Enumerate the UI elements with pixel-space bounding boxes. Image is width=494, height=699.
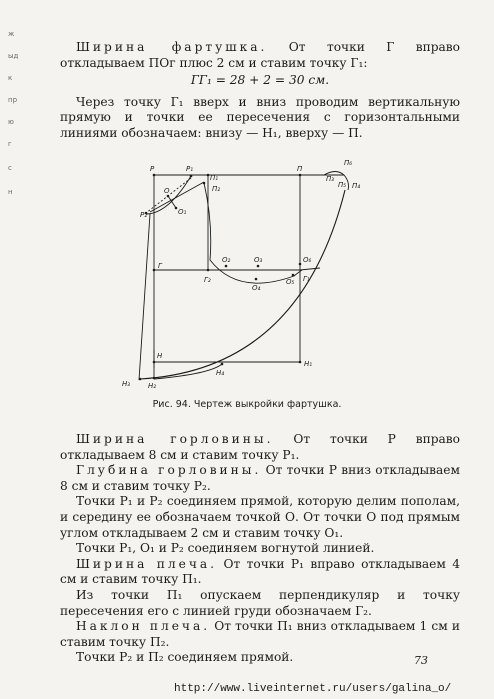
label-o3: О₃ bbox=[254, 256, 263, 264]
lower-text bbox=[60, 432, 460, 666]
paragraph-lead: Ширина горловины. bbox=[76, 432, 274, 446]
margin-mark: пр bbox=[8, 96, 18, 104]
label-p6: П₆ bbox=[344, 159, 353, 167]
label-n1: Н₁ bbox=[304, 360, 313, 368]
point-marker bbox=[153, 269, 156, 272]
paragraph-vertical-line: Через точку Г₁ вверх и вниз проводим вертикальную прямую и точки ее пересечения с горизонтальными линиями обозначаем: внизу — Н₁, вверху — П. bbox=[60, 94, 460, 140]
label-g2: Г₂ bbox=[204, 276, 211, 284]
label-p-mid: П bbox=[297, 165, 303, 173]
footer-url: http://www.liveinternet.ru/users/galina_o/ bbox=[174, 683, 452, 695]
point-marker bbox=[225, 265, 228, 268]
point-marker bbox=[221, 363, 224, 366]
point-marker bbox=[175, 207, 178, 210]
margin-mark: ю bbox=[8, 118, 14, 126]
margin-mark: н bbox=[8, 188, 13, 196]
paragraph-neck-width bbox=[60, 432, 460, 463]
right-small-line bbox=[300, 268, 320, 270]
paragraph-neck-line: Точки Р₁ и Р₂ соединяем прямой, которую делим пополам, и середину ее обозначаем точкой О. От точки О под прямым углом откладываем 2 см и ставим точку О₁. bbox=[60, 494, 460, 540]
label-o: О bbox=[164, 187, 170, 195]
paragraph-concave-line: Точки Р₁, О₁ и Р₂ соединяем вогнутой линией. bbox=[76, 541, 375, 556]
label-n: Н bbox=[157, 352, 163, 360]
armhole-curve bbox=[204, 183, 302, 283]
label-p1: П₁ bbox=[210, 174, 219, 182]
margin-mark: ыд bbox=[8, 52, 19, 60]
paragraph-lead: Наклон плеча. bbox=[76, 619, 211, 634]
outer-curve bbox=[140, 190, 345, 379]
label-r1: Р₁ bbox=[186, 165, 194, 173]
formula: ГГ₁ = 28 + 2 = 30 см. bbox=[190, 73, 330, 88]
label-o6: О₆ bbox=[303, 256, 312, 264]
label-n3: Н₃ bbox=[122, 380, 131, 388]
label-o1: О₁ bbox=[178, 208, 187, 216]
paragraph-shoulder-width bbox=[60, 557, 460, 588]
paragraph-text: От точки Г вправо откладываем ПОг плюс 2 см и ставим точку Г₁: bbox=[60, 40, 460, 70]
paragraph-text: От точки Р вниз откладываем 8 см и ставим точку Р₂. bbox=[60, 463, 460, 493]
paragraph-text: От точки Р вправо откладываем 8 см и ставим точку Р₁. bbox=[60, 432, 460, 462]
point-marker bbox=[153, 361, 156, 364]
point-marker bbox=[153, 377, 156, 380]
side-seam bbox=[139, 214, 150, 380]
paragraph-connect: Точки Р₂ и П₂ соединяем прямой. bbox=[76, 650, 294, 665]
label-p5: П₅ bbox=[338, 181, 347, 189]
label-p: Р bbox=[150, 165, 155, 173]
paragraph-text: От точки П₁ вниз откладываем 1 см и ставим точку П₂. bbox=[60, 619, 460, 649]
point-marker bbox=[299, 174, 302, 177]
point-marker bbox=[292, 274, 295, 277]
label-o4: О₄ bbox=[252, 284, 261, 292]
label-o5: О₅ bbox=[286, 278, 295, 286]
point-marker bbox=[167, 195, 170, 198]
paragraph-perpendicular: Из точки П₁ опускаем перпендикуляр и точку пересечения его с линией груди обозначаем Г₂. bbox=[60, 587, 460, 618]
point-marker bbox=[207, 269, 210, 272]
paragraph-shoulder-slope bbox=[60, 619, 460, 650]
margin-mark: г bbox=[8, 140, 12, 148]
figure-caption: Рис. 94. Чертеж выкройки фартушка. bbox=[152, 399, 342, 410]
label-p4: П₄ bbox=[352, 182, 361, 190]
point-marker bbox=[139, 378, 142, 381]
paragraph-lead: Ширина фартушка. bbox=[76, 40, 268, 54]
label-p3: П₃ bbox=[326, 175, 335, 183]
page-number: 73 bbox=[414, 654, 428, 667]
paragraph-lead: Глубина горловины. bbox=[76, 463, 262, 478]
label-o2: О₂ bbox=[222, 256, 231, 264]
margin-mark: ж bbox=[8, 30, 15, 38]
label-r2: Р₂ bbox=[140, 211, 148, 219]
point-marker bbox=[153, 174, 156, 177]
point-marker bbox=[190, 175, 193, 178]
label-n2: Н₂ bbox=[148, 382, 157, 390]
paragraph-text: От точки Р₁ вправо откладываем 4 см и ставим точку П₁. bbox=[60, 556, 460, 587]
point-marker bbox=[255, 278, 258, 281]
label-g1: Г₁ bbox=[303, 275, 310, 283]
paragraph-lead: Ширина плеча. bbox=[76, 556, 218, 571]
label-n4: Н₄ bbox=[216, 369, 225, 377]
point-marker bbox=[257, 265, 260, 268]
label-g: Г bbox=[158, 262, 162, 270]
point-marker bbox=[203, 182, 206, 185]
paragraph-neck-depth bbox=[60, 463, 460, 494]
margin-mark: с bbox=[8, 164, 12, 172]
label-p2: П₂ bbox=[212, 185, 221, 193]
point-marker bbox=[299, 361, 302, 364]
point-marker bbox=[299, 263, 302, 266]
margin-mark: к bbox=[8, 74, 13, 82]
point-marker bbox=[207, 174, 210, 177]
